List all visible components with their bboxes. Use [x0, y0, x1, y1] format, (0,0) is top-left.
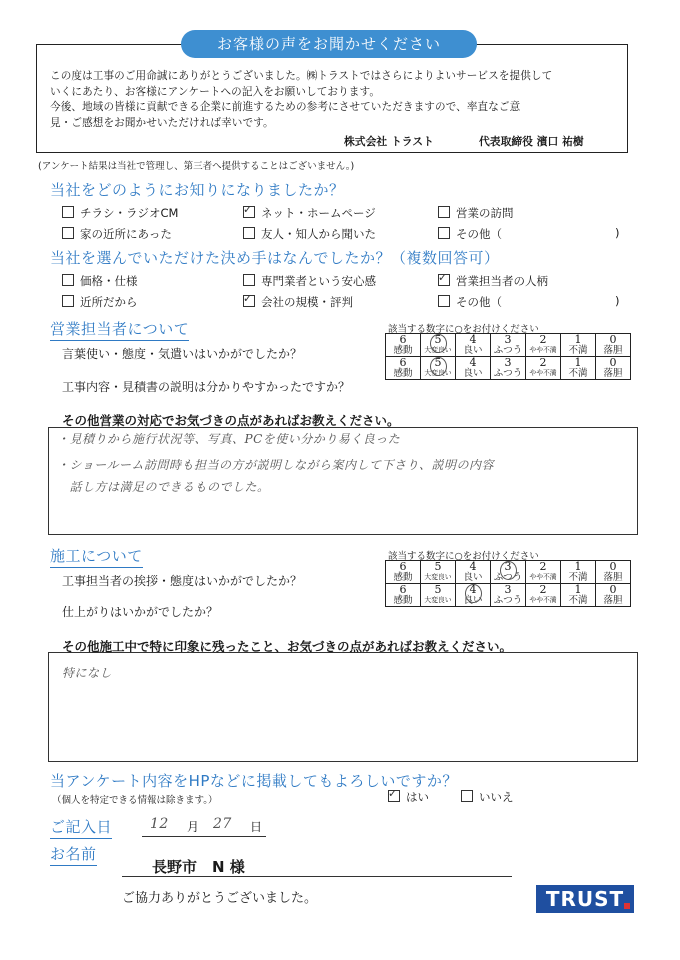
q2-title: 当社を選んでいただけた決め手はなんでしたか？（複数回答可）	[50, 249, 500, 267]
construction-section-title: 施工について	[50, 545, 143, 568]
rating-cell-6[interactable]: 6 感動	[386, 561, 421, 584]
rating-cell-4[interactable]: 4 良い	[456, 357, 491, 380]
checkbox-icon[interactable]	[62, 274, 74, 286]
privacy-note: (アンケート結果は当社で管理し、第三者へ提供することはございません。)	[38, 161, 355, 172]
representative-name: 代表取締役 濱口 祐樹	[479, 135, 584, 148]
date-day: 27	[213, 816, 232, 832]
intro-line: 見・ご感想をお聞かせいただければ幸いです。	[50, 116, 274, 129]
name-underline	[122, 876, 512, 877]
intro-line: 今後、地域の皆様に貢献できる企業に前進するための参考にさせていただきますので、率直なご意	[50, 101, 521, 113]
survey-title: お客様の声をお聞かせください	[181, 30, 477, 58]
rating-cell-3-selected[interactable]: 3 ふつう	[491, 561, 526, 584]
q1-option-sales-visit[interactable]: 営業の訪問	[438, 205, 514, 221]
q2-option-reputation[interactable]: ✓ 会社の規模・評判	[243, 294, 353, 310]
q2-option-specialist[interactable]: 専門業者という安心感	[243, 273, 376, 289]
q1-title: 当社をどのようにお知りになりましたか？	[50, 181, 345, 199]
rating-note: 該当する数字に○をお付けください	[388, 551, 539, 562]
sales-rating-table	[385, 333, 631, 380]
rating-row	[386, 357, 631, 380]
rating-cell-2[interactable]: 2 やや不満	[526, 584, 561, 607]
sales-question-1: 言葉使い・態度・気遣いはいかがでしたか？	[62, 347, 303, 361]
q1-option-flyer[interactable]: チラシ・ラジオCM	[62, 205, 178, 221]
construction-rating-table	[385, 560, 631, 607]
rating-cell-2[interactable]: 2 やや不満	[526, 334, 561, 357]
q2-option-other[interactable]: その他（	[438, 294, 502, 310]
rating-cell-1[interactable]: 1 不満	[561, 561, 596, 584]
rating-cell-6[interactable]: 6 感動	[386, 334, 421, 357]
sales-question-2: 工事内容・見積書の説明は分かりやすかったですか？	[62, 380, 351, 394]
checkbox-icon[interactable]	[461, 790, 473, 802]
rating-cell-3[interactable]: 3 ふつう	[491, 334, 526, 357]
thanks-message: ご協力ありがとうございました。	[122, 891, 318, 906]
rating-cell-3[interactable]: 3 ふつう	[491, 357, 526, 380]
intro-line: この度は工事のご用命誠にありがとうございました。㈱トラストではさらによりよいサービスを提供して	[50, 70, 553, 82]
rating-row	[386, 334, 631, 357]
rating-cell-0[interactable]: 0 落胆	[596, 357, 631, 380]
rating-cell-6[interactable]: 6 感動	[386, 584, 421, 607]
checkbox-checked-icon[interactable]	[388, 790, 400, 802]
publish-no-option[interactable]: いいえ	[461, 789, 514, 805]
sales-section-title: 営業担当者について	[50, 318, 189, 341]
date-underline	[142, 836, 266, 837]
q1-option-nearby[interactable]: 家の近所にあった	[62, 226, 172, 242]
checkbox-icon[interactable]	[243, 274, 255, 286]
construction-comment: 特になし	[62, 666, 113, 680]
sales-comment-line: ・見積りから施行状況等、写真、PCを使い分かり易く良った	[57, 432, 401, 446]
rating-cell-3[interactable]: 3 ふつう	[491, 584, 526, 607]
sales-comment-line: 話し方は満足のできるものでした。	[57, 480, 270, 494]
publish-yes-option[interactable]: ✓ はい	[388, 789, 429, 805]
construction-question-1: 工事担当者の挨拶・態度はいかがでしたか？	[62, 574, 303, 588]
sales-comment-line: ・ショールーム訪問時も担当の方が説明しながら案内して下さり、説明の内容	[57, 458, 495, 472]
rating-cell-5[interactable]: 5 大変良い	[421, 561, 456, 584]
trust-logo: TRUST	[536, 885, 634, 913]
rating-cell-2[interactable]: 2 やや不満	[526, 357, 561, 380]
rating-row	[386, 584, 631, 607]
rating-cell-0[interactable]: 0 落胆	[596, 584, 631, 607]
customer-name: 長野市 N 様	[152, 858, 245, 876]
rating-cell-2[interactable]: 2 やや不満	[526, 561, 561, 584]
checkbox-checked-icon[interactable]	[243, 206, 255, 218]
q1-option-friend[interactable]: 友人・知人から聞いた	[243, 226, 376, 242]
checkbox-icon[interactable]	[62, 227, 74, 239]
date-day-unit: 日	[250, 820, 263, 834]
rating-cell-0[interactable]: 0 落胆	[596, 561, 631, 584]
rating-cell-5-selected[interactable]: 5 大変良い	[421, 334, 456, 357]
rating-cell-1[interactable]: 1 不満	[561, 334, 596, 357]
logo-dot-icon	[624, 903, 630, 909]
publish-question: 当アンケート内容をHPなどに掲載してもよろしいですか？	[50, 772, 458, 790]
checkbox-checked-icon[interactable]	[438, 274, 450, 286]
q2-option-sales-person[interactable]: ✓ 営業担当者の人柄	[438, 273, 548, 289]
rating-row	[386, 561, 631, 584]
construction-comment-prompt: その他施工中で特に印象に残ったこと、お気づきの点があればお教えください。	[62, 639, 513, 654]
checkbox-icon[interactable]	[62, 295, 74, 307]
date-month-unit: 月	[187, 820, 200, 834]
q1-option-other[interactable]: その他（	[438, 226, 502, 242]
name-label: お名前	[50, 843, 97, 866]
rating-note: 該当する数字に○をお付けください	[388, 324, 539, 335]
checkbox-icon[interactable]	[243, 227, 255, 239]
rating-cell-4-selected[interactable]: 4 良い	[456, 584, 491, 607]
checkbox-checked-icon[interactable]	[243, 295, 255, 307]
rating-cell-1[interactable]: 1 不満	[561, 357, 596, 380]
date-month: 12	[150, 816, 169, 832]
date-label: ご記入日	[50, 816, 112, 839]
construction-question-2: 仕上がりはいかがでしたか？	[62, 605, 219, 619]
checkbox-icon[interactable]	[438, 295, 450, 307]
q2-option-price[interactable]: 価格・仕様	[62, 273, 138, 289]
q2-other-close: )	[615, 294, 620, 308]
rating-cell-1[interactable]: 1 不満	[561, 584, 596, 607]
checkbox-icon[interactable]	[438, 227, 450, 239]
q1-option-internet[interactable]: ✓ ネット・ホームページ	[243, 205, 376, 221]
checkbox-icon[interactable]	[62, 206, 74, 218]
rating-cell-4[interactable]: 4 良い	[456, 561, 491, 584]
q2-option-nearby[interactable]: 近所だから	[62, 294, 138, 310]
intro-line: いくにあたり、お客様にアンケートへの記入をお願いしております。	[50, 85, 381, 98]
checkbox-icon[interactable]	[438, 206, 450, 218]
rating-cell-4[interactable]: 4 良い	[456, 334, 491, 357]
rating-cell-6[interactable]: 6 感動	[386, 357, 421, 380]
q1-other-close: )	[615, 226, 620, 240]
publish-note: （個人を特定できる情報は除きます。）	[52, 795, 218, 806]
rating-cell-5[interactable]: 5 大変良い	[421, 584, 456, 607]
intro-text	[50, 69, 620, 131]
rating-cell-0[interactable]: 0 落胆	[596, 334, 631, 357]
construction-comment-box[interactable]	[48, 652, 638, 762]
rating-cell-5-selected[interactable]: 5 大変良い	[421, 357, 456, 380]
sales-comment-prompt: その他営業の対応でお気づきの点があればお教えください。	[62, 413, 400, 428]
company-name: 株式会社 トラスト	[344, 135, 434, 148]
